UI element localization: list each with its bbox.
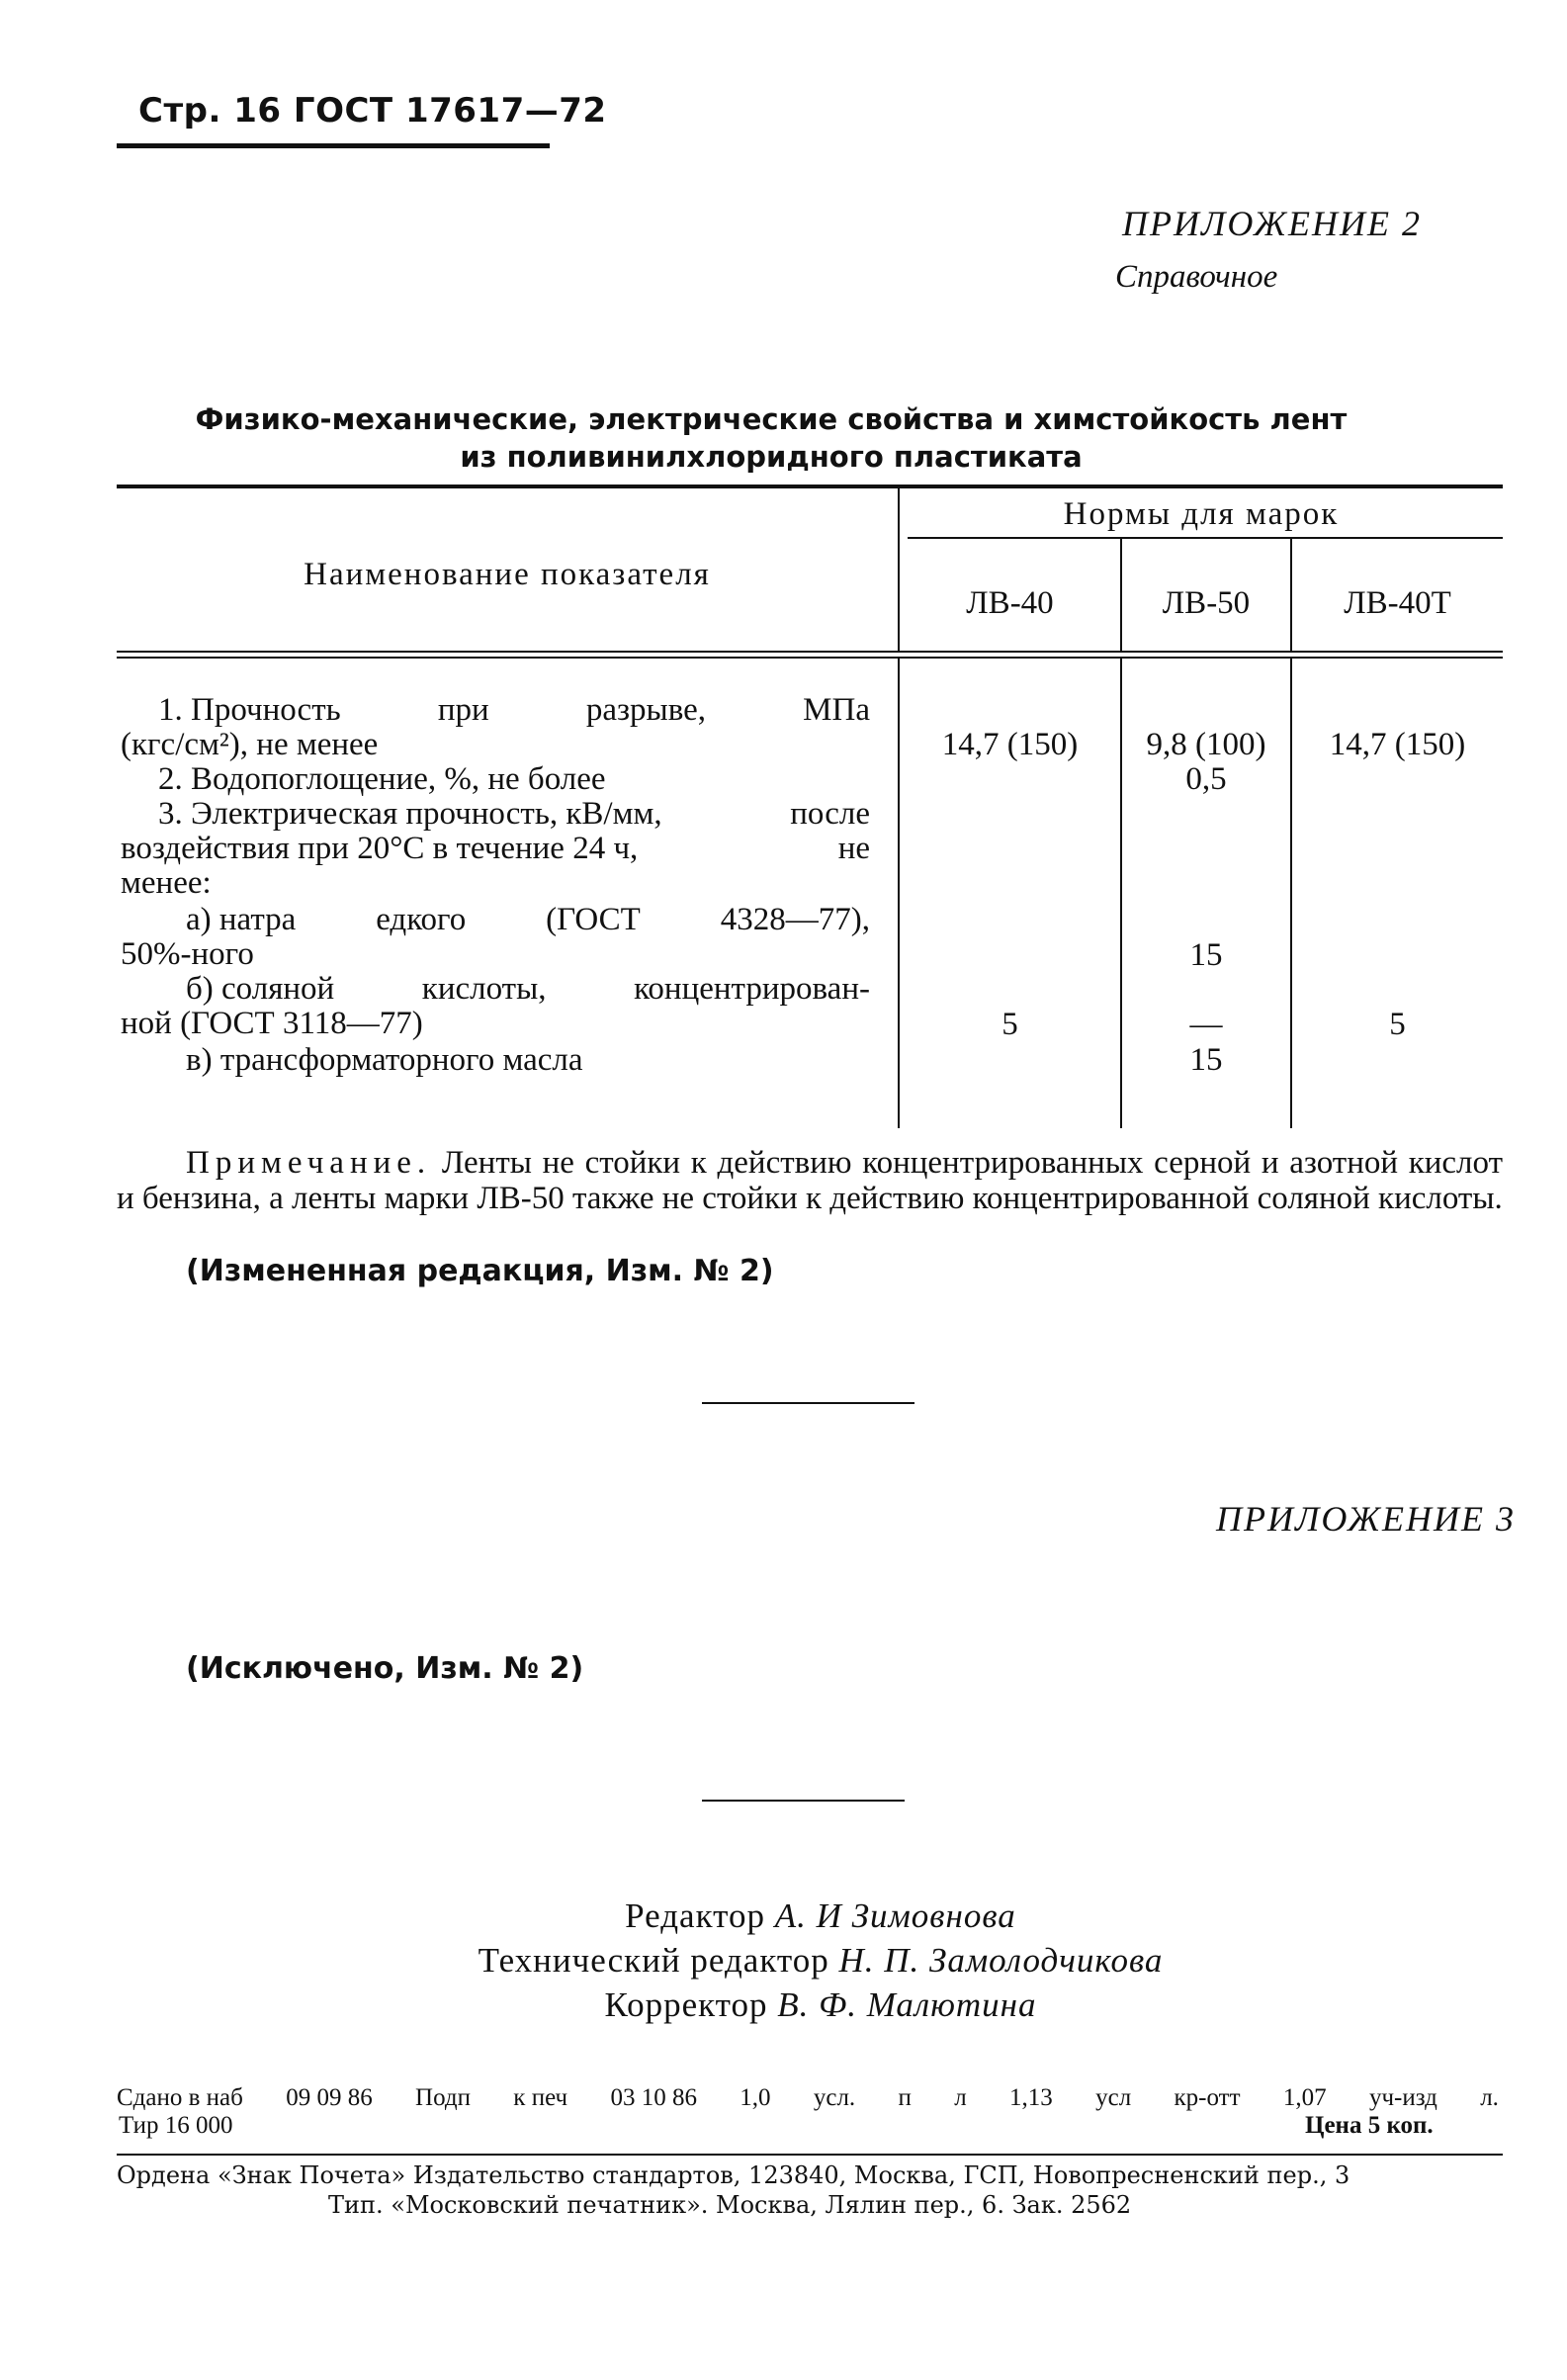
norms-header-rule (908, 537, 1503, 539)
row-3-word: 3. Электрическая прочность, кВ/мм, (158, 796, 662, 832)
imprint-line-1 (117, 2084, 1499, 2112)
imprint-item: 03 10 86 (610, 2084, 697, 2111)
credit-person: Н. П. Замолодчикова (838, 1941, 1164, 1980)
section-divider (702, 1800, 905, 1802)
credit-corrector (297, 1985, 1345, 2025)
table-title (148, 400, 1394, 476)
credit-tech-editor (297, 1941, 1345, 1981)
imprint-rule (117, 2154, 1503, 2156)
header-bottom-rule-2 (117, 657, 1503, 659)
appendix-2-title: ПРИЛОЖЕНИЕ 2 (1122, 204, 1422, 243)
imprint-print-run: Тир 16 000 (119, 2112, 233, 2139)
page-header: Стр. 16 ГОСТ 17617—72 (138, 91, 607, 131)
value-r1-lv40: 14,7 (150) (941, 727, 1079, 762)
table-title-line-2: из поливинилхлоридного пластиката (460, 440, 1083, 474)
value-rb-lv40: 5 (1001, 1007, 1018, 1042)
grade-lv50: ЛВ-50 (1162, 585, 1251, 621)
imprint-item: усл. (813, 2084, 856, 2111)
value-rb-lv40t: 5 (1389, 1007, 1406, 1042)
column-header-name: Наименование показателя (304, 557, 711, 592)
value-r1-lv40t: 14,7 (150) (1329, 727, 1466, 762)
imprint-item: 1,07 (1282, 2084, 1327, 2111)
row-1-word: разрыве, (585, 692, 706, 728)
row-1-word: 1. Прочность (158, 692, 341, 728)
appendix-3-excluded: (Исключено, Изм. № 2) (186, 1651, 584, 1686)
row-3-word: после (790, 796, 870, 832)
imprint-item: 09 09 86 (286, 2084, 373, 2111)
table-note (117, 1145, 1503, 1216)
credit-person: В. Ф. Малютина (777, 1985, 1037, 2024)
row-1-label-line-1 (158, 692, 870, 728)
credit-editor (297, 1896, 1345, 1936)
credit-person: А. И Зимовнова (774, 1896, 1016, 1935)
row-c-label: в) трансформаторного масла (186, 1042, 583, 1078)
row-3-word: воздействия при 20°С в течение 24 ч, (121, 831, 639, 866)
imprint-price: Цена 5 коп. (1305, 2112, 1434, 2139)
appendix-2-subtitle: Справочное (1115, 259, 1278, 295)
row-b-word: б) соляной (186, 971, 335, 1007)
row-3-label-line-2 (121, 831, 870, 866)
imprint-item: Сдано в наб (117, 2084, 243, 2111)
appendix-3-title: ПРИЛОЖЕНИЕ 3 (1216, 1499, 1516, 1539)
value-rb-lv50: — (1189, 1007, 1223, 1042)
imprint-item: кр-отт (1174, 2084, 1241, 2111)
row-a-word: едкого (376, 902, 467, 937)
row-1-word: МПа (803, 692, 870, 728)
section-divider (702, 1402, 914, 1404)
amendment-note: (Измененная редакция, Изм. № 2) (186, 1254, 774, 1288)
value-r1-lv50: 9,8 (100) (1146, 727, 1266, 762)
imprint-item: 1,0 (740, 2084, 771, 2111)
row-a-word: а) натра (186, 902, 297, 937)
grade-lv40t: ЛВ-40Т (1344, 585, 1451, 621)
imprint-item: 1,13 (1009, 2084, 1053, 2111)
imprint-item: п (898, 2084, 912, 2111)
row-a-label-line-1 (186, 902, 870, 937)
row-3-word: не (837, 831, 870, 866)
imprint-item: усл (1095, 2084, 1132, 2111)
imprint-item: л. (1480, 2084, 1499, 2111)
value-r2-lv50: 0,5 (1185, 761, 1227, 797)
imprint-publisher: Ордена «Знак Почета» Издательство стандартов, 123840, Москва, ГСП, Новопресненский пер., 3 (117, 2161, 1350, 2189)
row-3-label-line-3: менее: (121, 865, 212, 901)
imprint-item: к печ (513, 2084, 568, 2111)
row-3-label-line-1 (158, 796, 870, 832)
imprint-item: Подп (415, 2084, 471, 2111)
row-b-label-line-2: ной (ГОСТ 3118—77) (121, 1006, 423, 1041)
note-label: Примечание. (186, 1145, 432, 1181)
header-rule (117, 143, 550, 148)
column-header-norms: Нормы для марок (1063, 496, 1340, 532)
grade-lv40: ЛВ-40 (966, 585, 1054, 621)
row-b-word: кислоты, (421, 971, 547, 1007)
row-a-word: 4328—77), (720, 902, 870, 937)
row-2-label: 2. Водопоглощение, %, не более (158, 761, 606, 797)
row-b-word: концентрирован- (634, 971, 870, 1007)
credit-role: Корректор (604, 1985, 768, 2024)
value-ra-lv50: 15 (1189, 937, 1223, 973)
value-rc-lv50: 15 (1189, 1042, 1223, 1078)
row-b-label-line-1 (186, 971, 870, 1007)
imprint-item: уч-изд (1368, 2084, 1437, 2111)
imprint-printer: Тип. «Московский печатник». Москва, Лялин пер., 6. Зак. 2562 (328, 2191, 1132, 2219)
credit-role: Технический редактор (478, 1941, 829, 1980)
header-bottom-rule-1 (117, 651, 1503, 653)
table-title-line-1: Физико-механические, электрические свойства и химстойкость лент (195, 402, 1348, 436)
table-top-rule (117, 485, 1503, 488)
credit-role: Редактор (625, 1896, 765, 1935)
row-a-label-line-2: 50%-ного (121, 936, 254, 972)
imprint-item: л (954, 2084, 967, 2111)
row-a-word: (ГОСТ (546, 902, 641, 937)
row-1-word: при (437, 692, 489, 728)
note-text: Ленты не стойки к действию концентрированных серной и азотной кислот и бензина, а ленты марки ЛВ-50 также не стойки к действию концентрированной соляной кислоты. (117, 1145, 1503, 1216)
row-1-label-line-2: (кгс/см²), не менее (121, 727, 379, 762)
